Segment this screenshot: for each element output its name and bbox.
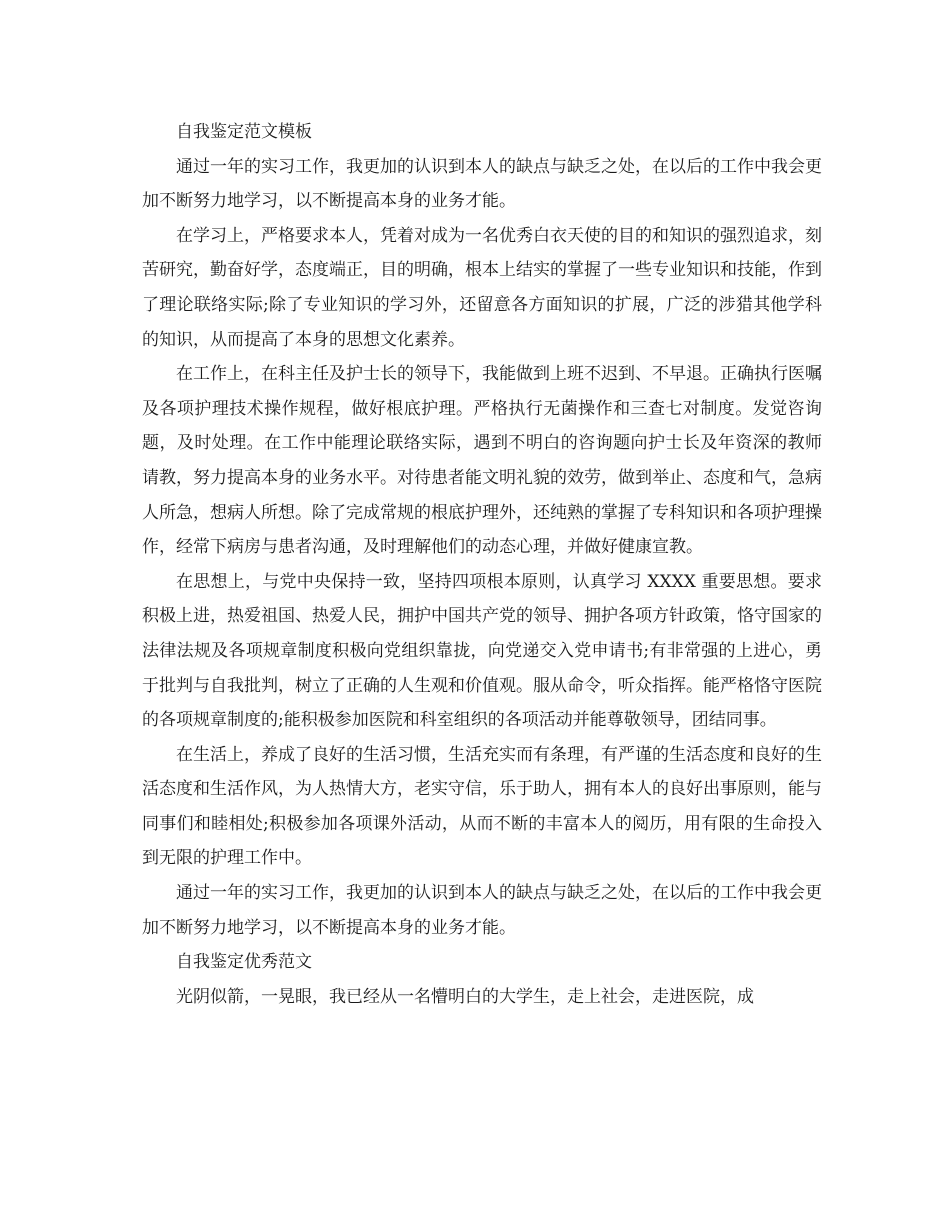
paragraph: 通过一年的实习工作，我更加的认识到本人的缺点与缺乏之处，在以后的工作中我会更加不断努力地学习，以不断提高本身的业务才能。: [142, 156, 822, 212]
paragraph: 在思想上，与党中央保持一致，坚持四项根本原则，认真学习 XXXX 重要思想。要求积极上进，热爱祖国、热爱人民，拥护中国共产党的领导、拥护各项方针政策，恪守国家的法律法规及各项规章制度积极向党组织靠拢，向党递交入党申请书;有非常强的上进心，勇于批判与自我批判，树立了正确的人生观和价值观。服从命令，听众指挥。能严格恪守医院的各项规章制度的;能积极参加医院和科室组织的各项活动并能尊敬领导，团结同事。: [142, 571, 822, 731]
section-title: 自我鉴定优秀范文: [176, 952, 312, 973]
paragraph: 在工作上，在科主任及护士长的领导下，我能做到上班不迟到、不早退。正确执行医嘱及各项护理技术操作规程，做好根底护理。严格执行无菌操作和三查七对制度。发觉咨询题，及时处理。在工作中能理论联络实际，遇到不明白的咨询题向护士长及年资深的教师 请教，努力提高本身的业务水平。对待患者能文明礼貌的效劳，做到举止、态度和气，急病人所急，想病人所想。除了完成常规的根底护理外，还纯熟的掌握了专科知识和各项护理操作，经常下病房与患者沟通，及时理解他们的动态心理，并做好健康宣教。: [142, 364, 822, 558]
document-body: [142, 115, 822, 1014]
paragraph: 通过一年的实习工作，我更加的认识到本人的缺点与缺乏之处，在以后的工作中我会更加不断努力地学习，以不断提高本身的业务才能。: [142, 883, 822, 938]
paragraph: 在学习上，严格要求本人，凭着对成为一名优秀白衣天使的目的和知识的强烈追求，刻苦研究，勤奋好学，态度端正，目的明确，根本上结实的掌握了一些专业知识和技能，作到了理论联络实际;除了专业知识的学习外，还留意各方面知识的扩展，广泛的涉猎其他学科的知识，从而提高了本身的思想文化素养。: [142, 225, 822, 350]
paragraph: 光阴似箭，一晃眼，我已经从一名懵明白的大学生，走上社会，走进医院，成: [176, 986, 754, 1007]
paragraph: 在生活上，养成了良好的生活习惯，生活充实而有条理，有严谨的生活态度和良好的生活态度和生活作风，为人热情大方，老实守信，乐于助人，拥有本人的良好出事原则，能与同事们和睦相处;积极参加各项课外活动，从而不断的丰富本人的阅历，用有限的生命投入到无限的护理工作中。: [142, 744, 822, 869]
section-title: 自我鉴定范文模板: [176, 122, 312, 142]
